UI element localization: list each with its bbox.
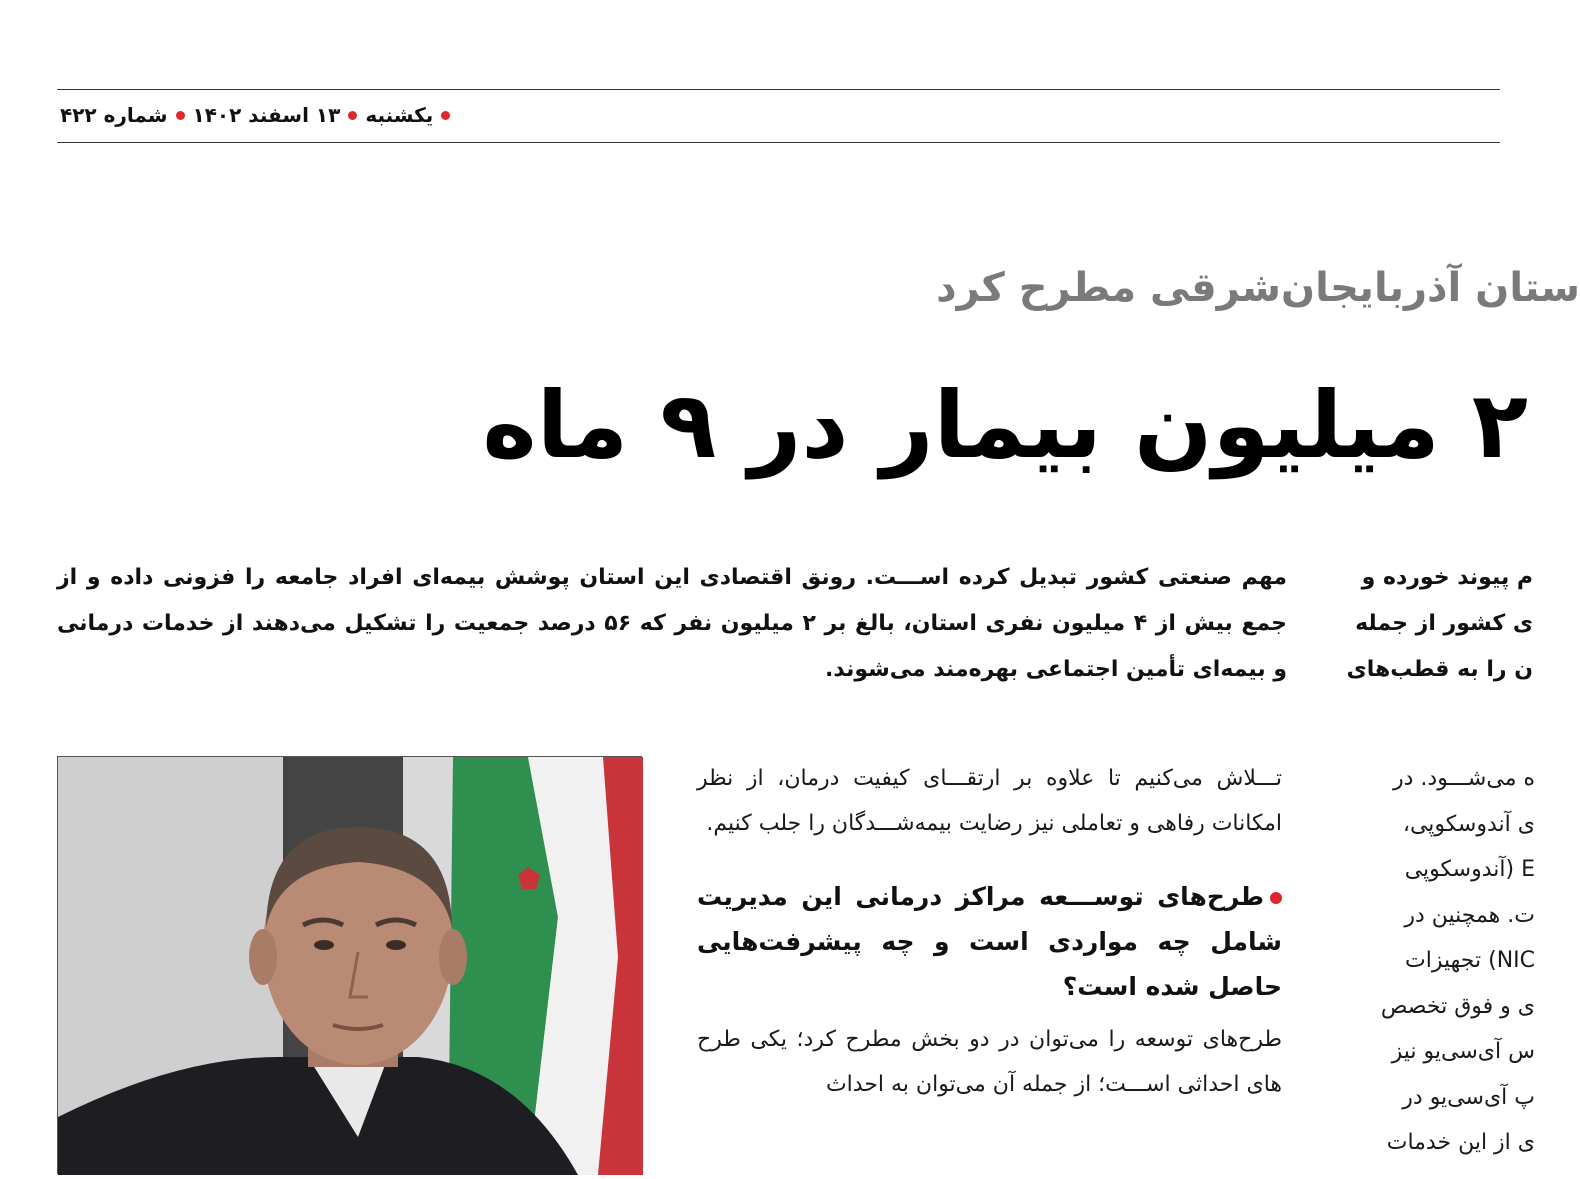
article-line: ی آندوسکوپی، — [1402, 811, 1535, 837]
headline: ۲ میلیون بیمار در ۹ ماه — [482, 372, 1528, 479]
article-line: ت. همچنین در — [1404, 902, 1535, 928]
eye-left — [314, 940, 334, 950]
red-bullet — [348, 111, 357, 120]
article-column-right — [1335, 756, 1535, 1174]
dateline-issue: شماره ۴۲۲ — [60, 103, 168, 127]
article-line: E (آندوسکوپی — [1404, 857, 1535, 882]
interview-question — [697, 874, 1282, 1009]
lead-side-line: ن را به قطب‌های — [1346, 657, 1533, 682]
red-bullet — [176, 111, 185, 120]
dateline-day: یکشنبه — [365, 103, 434, 127]
portrait-illustration — [58, 757, 643, 1175]
red-bullet — [1270, 892, 1282, 904]
ear-right — [439, 929, 467, 985]
red-bullet — [441, 111, 450, 120]
article-line: ی و فوق تخصص — [1380, 993, 1535, 1019]
article-line: ی از این خدمات — [1386, 1130, 1535, 1155]
dateline — [60, 100, 450, 130]
article-line: س آی‌سی‌یو نیز — [1391, 1039, 1535, 1064]
interview-question-text: طرح‌های توســـعه مراکز درمانی این مدیریت شامل چه مواردی است و چه پیشرفت‌هایی حاصل شده است؟ — [697, 882, 1282, 1001]
article-line: پ آی‌سی‌یو در — [1402, 1084, 1535, 1110]
article-paragraph: تـــلاش می‌کنیم تا علاوه بر ارتقـــای کیفیت درمان، از نظر امکانات رفاهی و تعاملی نیز رضایت بیمه‌شـــدگان را جلب کنیم. — [697, 766, 1282, 836]
lead-side-line: ی کشور از جمله — [1355, 611, 1533, 636]
dateline-date: ۱۳ اسفند ۱۴۰۲ — [192, 103, 341, 127]
kicker: ستان آذربایجان‌شرقی مطرح کرد — [936, 265, 1580, 311]
top-rule — [57, 89, 1500, 90]
article-line: ه می‌شـــود. در — [1393, 766, 1535, 791]
eye-right — [386, 940, 406, 950]
lead-side-column — [1333, 555, 1533, 695]
article-paragraph: طرح‌های توسعه را می‌توان در دو بخش مطرح کرد؛ یکی طرح های احداثی اســـت؛ از جمله آن می‌توان به احداث — [697, 1027, 1282, 1097]
bottom-rule — [57, 142, 1500, 143]
lead-paragraph: مهم صنعتی کشور تبدیل کرده اســـت. رونق اقتصادی این استان پوشش بیمه‌ای افراد جامعه را فزونی داده و از جمع بیش از ۴ میلیون نفری استان، بالغ بر ۲ میلیون نفر که ۵۶ درصد جمعیت را تشکیل می‌دهند از خدمات درمانی و بیمه‌ای تأمین اجتماعی بهره‌مند می‌شوند. — [57, 565, 1288, 682]
portrait-photo — [57, 756, 642, 1174]
article-column-middle — [697, 756, 1282, 1174]
lead-side-line: م پیوند خورده و — [1361, 565, 1533, 590]
article-line: NIC) تجهیزات — [1405, 948, 1535, 973]
ear-left — [249, 929, 277, 985]
